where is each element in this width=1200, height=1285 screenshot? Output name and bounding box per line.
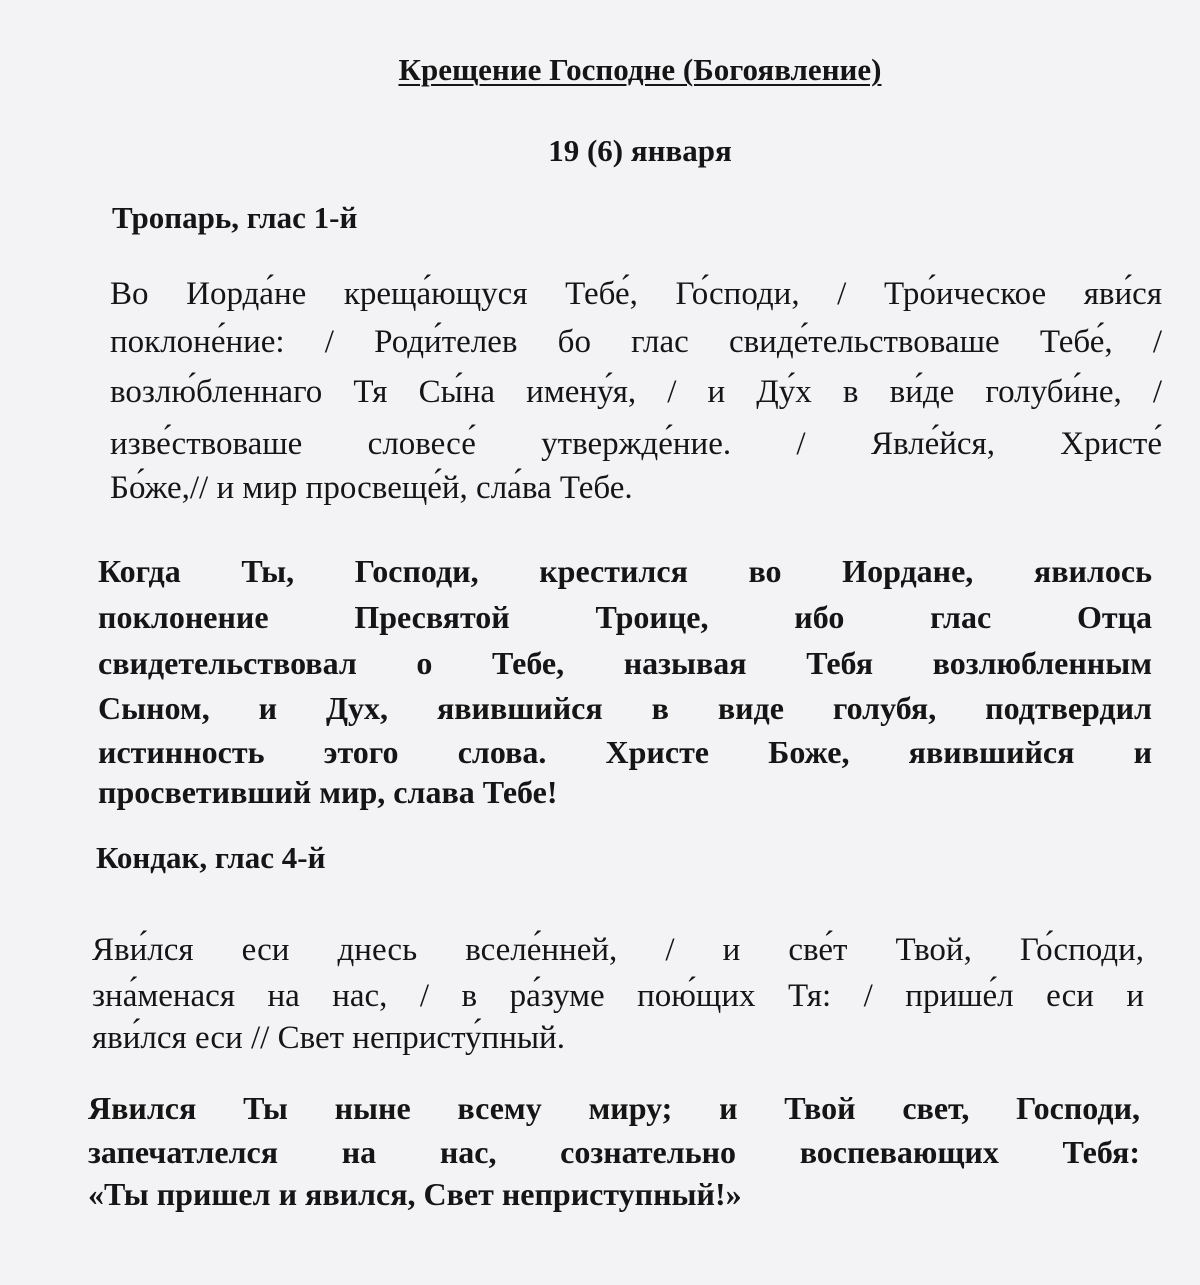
text-line: Во Иорда́не креща́ющуся Тебе́, Го́споди, / Тро́ическое яви́ся xyxy=(110,276,1162,312)
text-line: поклонение Пресвятой Троице, ибо глас Отца xyxy=(98,599,1152,635)
kontakion-heading: Кондак, глас 4-й xyxy=(96,840,326,875)
text-line: Когда Ты, Господи, крестился во Иордане, явилось xyxy=(98,553,1152,589)
feast-date: 19 (6) января xyxy=(548,133,732,168)
title-text: Крещение Господне (Богоявление) xyxy=(398,52,882,87)
text-line: яви́лся еси // Свет непристу́пный. xyxy=(92,1020,565,1056)
text-line: запечатлелся на нас, сознательно воспевающих Тебя: xyxy=(88,1134,1140,1170)
text-line: поклоне́ние: / Роди́телев бо глас свиде́тельствоваше Тебе́, / xyxy=(110,324,1162,360)
text-line: Явился Ты ныне всему миру; и Твой свет, Господи, xyxy=(88,1090,1140,1126)
text-line: изве́ствоваше словесе́ утвержде́ние. / Явле́йся, Христе́ xyxy=(110,426,1162,462)
text-line: истинность этого слова. Христе Боже, явившийся и xyxy=(98,734,1152,770)
page-title xyxy=(0,52,1200,88)
text-line: возлю́бленнаго Тя Сы́на имену́я, / и Ду́х в ви́де голуби́не, / xyxy=(110,374,1162,410)
text-line: просветивший мир, слава Тебе! xyxy=(98,774,558,810)
text-line: Яви́лся еси днесь вселе́нней, / и све́т Твой, Го́споди, xyxy=(92,932,1144,968)
troparion-heading: Тропарь, глас 1-й xyxy=(112,200,358,235)
text-line: зна́менася на нас, / в ра́зуме пою́щих Тя: / прише́л еси и xyxy=(92,978,1144,1014)
text-line: Сыном, и Дух, явившийся в виде голубя, подтвердил xyxy=(98,690,1152,726)
text-line: Бо́же,// и мир просвеще́й, сла́ва Тебе. xyxy=(110,470,633,506)
text-line: «Ты пришел и явился, Свет неприступный!» xyxy=(88,1176,742,1212)
text-line: свидетельствовал о Тебе, называя Тебя возлюбленным xyxy=(98,645,1152,681)
